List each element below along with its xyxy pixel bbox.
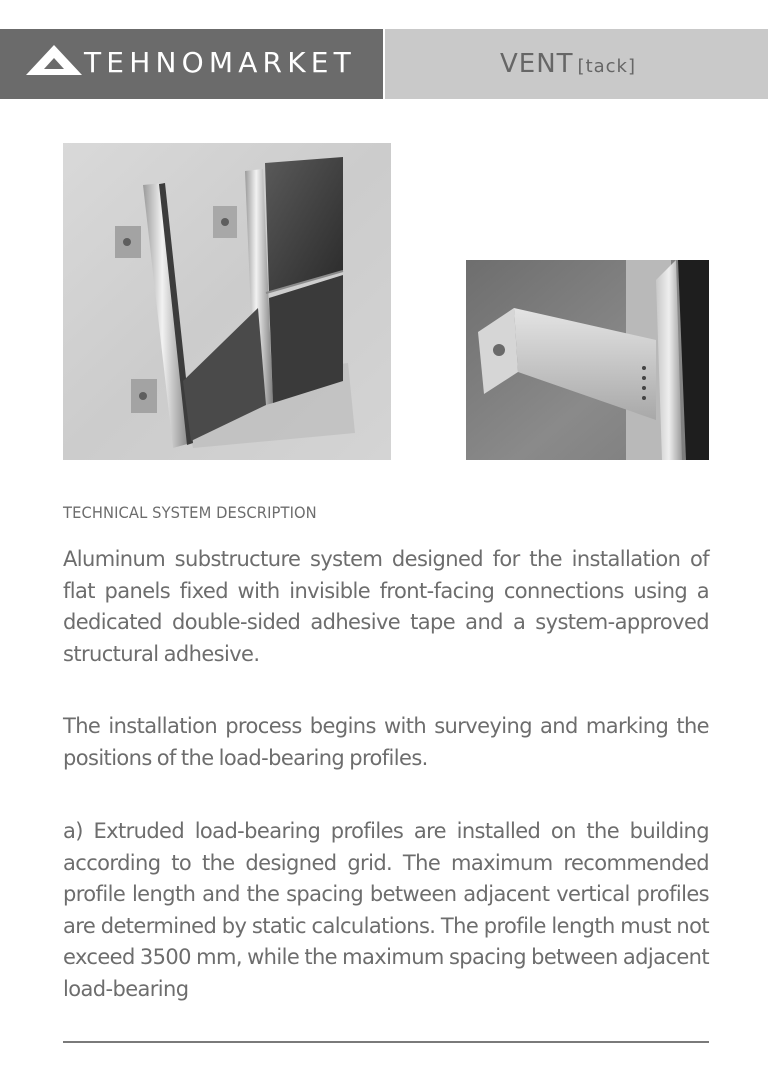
- description-paragraph: Aluminum substructure system designed for the installation of flat panels fixed with invisible front-facing connections using a dedicated double-sided adhesive tape and a system-approved structural adhesive.: [63, 547, 709, 666]
- footer-divider: [63, 1041, 709, 1043]
- logo-triangle-icon: [26, 45, 82, 75]
- bracket-detail-photo: [466, 260, 709, 460]
- product-variant: [tack]: [577, 56, 636, 77]
- profile-installation-paragraph: a) Extruded load-bearing profiles are installed on the building according to the designed grid. The maximum recommended profile length and the spacing between adjacent vertical profiles are determined by static calculations. The profile length must not exceed 3500 mm, while the maximum spacing between adjacent load-bearing: [63, 819, 709, 1001]
- brand-name: TEHNOMARKET: [84, 46, 356, 79]
- installation-intro-paragraph: The installation process begins with surveying and marking the positions of the load-bearing profiles.: [63, 714, 709, 770]
- facade-panel-installation-photo: [63, 143, 391, 460]
- product-title: [500, 48, 636, 83]
- section-heading: TECHNICAL SYSTEM DESCRIPTION: [63, 503, 317, 522]
- product-name: VENT: [500, 49, 574, 79]
